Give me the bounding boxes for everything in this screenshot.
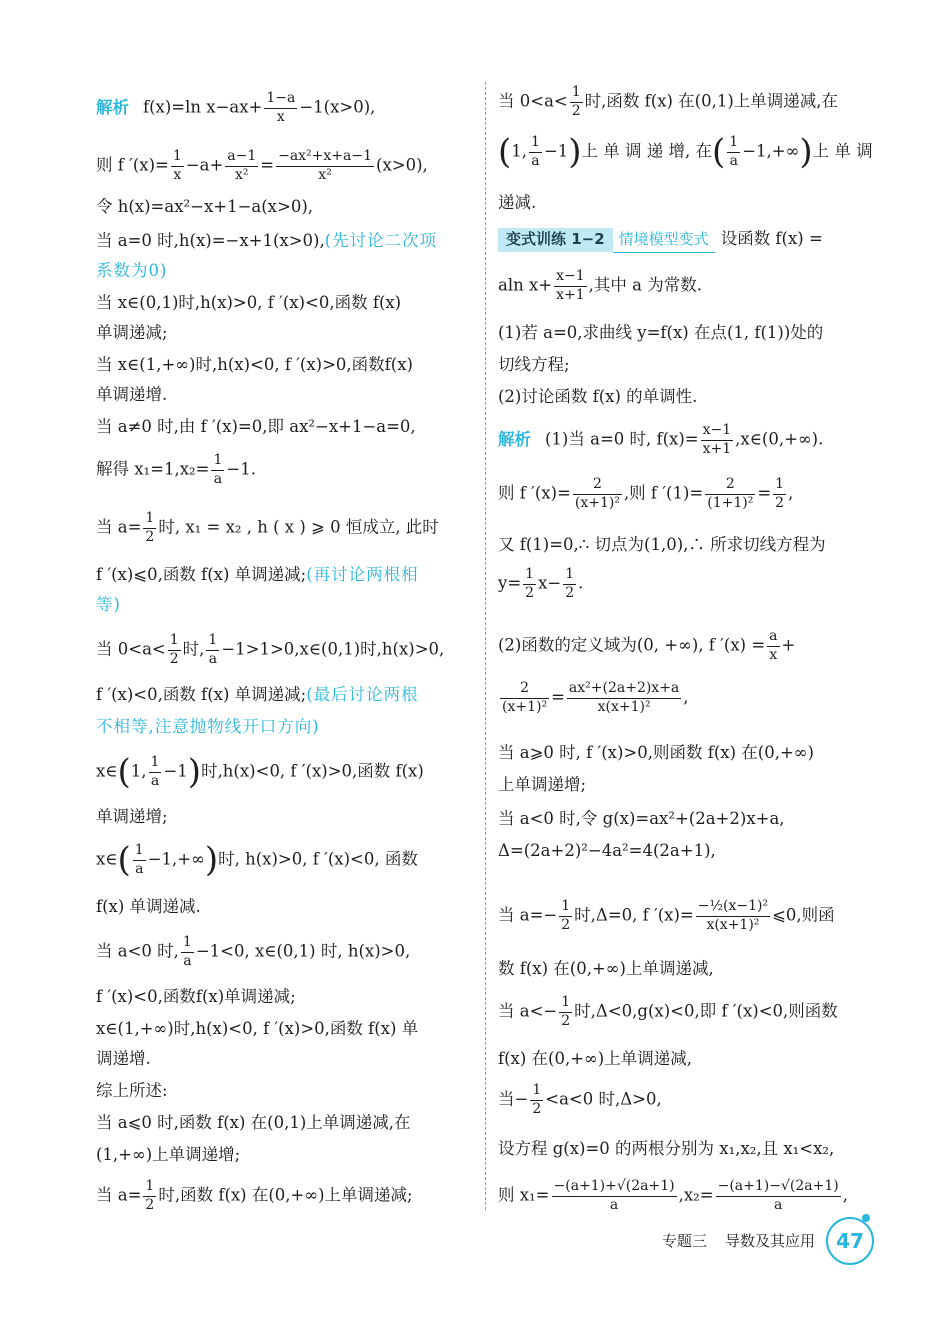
fraction: $\frac{1}{x}$ xyxy=(172,148,182,183)
line: 当 a<− $\frac{1}{2}$ 时,Δ<0,g(x)<0,即 f ′(x)<0,则函数 xyxy=(498,994,838,1029)
page-footer xyxy=(662,1230,815,1251)
line: 设方程 g(x)=0 的两根分别为 x₁,x₂,且 x₁<x₂, xyxy=(498,1139,835,1158)
chapter-title: 导数及其应用 xyxy=(725,1232,816,1250)
line: 当 0<a< $\frac{1}{2}$ 时,函数 f(x) 在(0,1)上单调递减,在 xyxy=(498,84,839,119)
line: 综上所述: xyxy=(96,1081,168,1100)
line: 则 f ′(x)= $\frac{2}{\text{(x+1)²}}$ ,则 f ′(1)= $\frac{2}{\text{(1+1)²}}$ = $\frac{1}{2}$ , xyxy=(498,476,794,511)
line: 又 f(1)=0,∴ 切点为(1,0),∴ 所求切线方程为 xyxy=(498,535,826,554)
fraction: $\frac{1}{2}$ xyxy=(169,632,179,667)
fraction: $\frac{\text{−½(x−1)²}}{\text{x(x+1)²}}$ xyxy=(697,898,769,933)
fraction: $\frac{x-1}{x+1}$ xyxy=(702,422,732,457)
fraction: $\frac{1}{2}$ xyxy=(561,994,571,1029)
annotation: (最后讨论两根 xyxy=(306,685,419,704)
fraction: $\frac{1}{a}$ xyxy=(208,632,218,667)
line: 当 x∈(1,+∞)时,h(x)<0, f ′(x)>0,函数f(x) xyxy=(96,355,413,374)
page-number: 47 xyxy=(826,1217,874,1265)
annotation: 系数为0) xyxy=(96,261,168,280)
line: 当 x∈(0,1)时,h(x)>0, f ′(x)<0,函数 f(x) xyxy=(96,293,402,312)
fraction: $\frac{\text{ax²+(2a+2)x+a}}{\text{x(x+1)²}}$ xyxy=(568,680,680,715)
line: f ′(x)⩽0,函数 f(x) 单调递减;(再讨论两根相 xyxy=(96,565,419,584)
line: 则 f ′(x)= $\frac{1}{x}$ −a+ $\frac{a-1}{\text{x²}}$ = $\frac{\text{−ax²+x+a−1}}{\text{x²}}$ (x>0), xyxy=(96,148,428,183)
line xyxy=(96,716,472,737)
fraction: $\frac{2}{\text{(x+1)²}}$ xyxy=(574,476,620,511)
line: 递减. xyxy=(498,193,537,212)
fraction: $\frac{1}{2}$ xyxy=(532,1082,542,1117)
line: 当 a=− $\frac{1}{2}$ 时,Δ=0, f ′(x)= $\frac{\text{−½(x−1)²}}{\text{x(x+1)²}}$ ⩽0,则函 xyxy=(498,898,835,933)
annotation: 不相等,注意抛物线开口方向) xyxy=(96,717,320,736)
fraction: $\frac{1}{2}$ xyxy=(145,510,155,545)
fraction: $\frac{2}{\text{(1+1)²}}$ xyxy=(707,476,754,511)
exercise-subtitle: 情境模型变式 xyxy=(613,228,715,253)
line: 当 a<0 时,令 g(x)=ax²+(2a+2)x+a, xyxy=(498,809,785,828)
line: 当 a=0 时,h(x)=−x+1(x>0),(先讨论二次项 xyxy=(96,231,438,250)
line: 当 a≠0 时,由 f ′(x)=0,即 ax²−x+1−a=0, xyxy=(96,417,416,436)
line: 当− $\frac{1}{2}$ <a<0 时,Δ>0, xyxy=(498,1082,662,1117)
fraction: $\frac{1}{a}$ xyxy=(150,754,160,789)
line: f(x) 单调递减. xyxy=(96,897,201,916)
line: 则 x₁= $\frac{-(a+1)+√(2a+1)}{a}$ ,x₂= $\frac{-(a+1)-√(2a+1)}{a}$ , xyxy=(498,1178,848,1213)
line: x∈(1, $\frac{1}{a}$ −1)时,h(x)<0, f ′(x)>0,函数 f(x) xyxy=(96,752,424,792)
annotation: (再讨论两根相 xyxy=(306,565,419,584)
fraction: $\frac{1}{2}$ xyxy=(145,1178,155,1213)
annotation: 等) xyxy=(96,595,121,614)
annotation: (先讨论二次项 xyxy=(324,231,438,250)
line: 当 a<0 时, $\frac{1}{a}$ −1<0, x∈(0,1) 时, h(x)>0, xyxy=(96,934,411,969)
fraction: $\frac{1}{2}$ xyxy=(571,84,581,119)
line: 单调递增. xyxy=(96,385,168,404)
fraction: $\frac{-(a+1)+√(2a+1)}{a}$ xyxy=(553,1178,675,1213)
line: Δ=(2a+2)²−4a²=4(2a+1), xyxy=(498,841,716,860)
line: 切线方程; xyxy=(498,355,570,374)
line: 单调递减; xyxy=(96,323,168,342)
line: 当 a⩾0 时, f ′(x)>0,则函数 f(x) 在(0,+∞) xyxy=(498,743,814,762)
line: (1, $\frac{1}{a}$ −1)上 单 调 递 增, 在( $\frac{1}{a}$ −1,+∞)上 单 调 xyxy=(498,132,873,172)
line: x∈(1,+∞)时,h(x)<0, f ′(x)>0,函数 f(x) 单 xyxy=(96,1019,419,1038)
column-divider xyxy=(485,82,486,1210)
line: (2)函数的定义域为(0, +∞), f ′(x) = $\frac{a}{x}$ + xyxy=(498,628,796,663)
fraction: $\frac{1}{a}$ xyxy=(729,134,739,169)
fraction: $\frac{1}{2}$ xyxy=(525,566,535,601)
line: 调递增. xyxy=(96,1049,151,1068)
fraction: $\frac{1}{a}$ xyxy=(134,842,144,877)
line: 上单调递增; xyxy=(498,775,587,794)
solution-tag: 解析 xyxy=(96,97,129,117)
line: (1,+∞)上单调递增; xyxy=(96,1145,241,1164)
fraction: $\frac{a}{x}$ xyxy=(769,628,778,663)
line: f ′(x)<0,函数 f(x) 单调递减;(最后讨论两根 xyxy=(96,685,419,704)
fraction: $\frac{1}{a}$ xyxy=(531,134,540,169)
chapter-label: 专题三 xyxy=(662,1232,708,1250)
line: 当 a= $\frac{1}{2}$ 时,函数 f(x) 在(0,+∞)上单调递减; xyxy=(96,1178,413,1213)
fraction: $\frac{1}{2}$ xyxy=(565,566,575,601)
line: $\frac{2}{\text{(x+1)²}}$ = $\frac{\text{ax²+(2a+2)x+a}}{\text{x(x+1)²}}$ , xyxy=(502,680,689,715)
fraction: $\frac{x-1}{x+1}$ xyxy=(556,268,585,303)
fraction: $\frac{a-1}{\text{x²}}$ xyxy=(227,148,257,183)
fraction: $\frac{-(a+1)-√(2a+1)}{a}$ xyxy=(717,1178,839,1213)
line: 数 f(x) 在(0,+∞)上单调递减, xyxy=(498,959,714,978)
line: 解析 (1)当 a=0 时, f(x)= $\frac{x-1}{x+1}$ ,x∈(0,+∞). xyxy=(498,422,824,457)
page-dot-decoration xyxy=(862,1214,870,1222)
fraction: $\frac{\text{−ax²+x+a−1}}{\text{x²}}$ xyxy=(278,148,373,183)
line: y= $\frac{1}{2}$ x− $\frac{1}{2}$ . xyxy=(498,566,584,601)
line: 当 a= $\frac{1}{2}$ 时, x₁ = x₂ , h ( x ) ⩾ 0 恒成立, 此时 xyxy=(96,510,439,545)
line: (1)若 a=0,求曲线 y=f(x) 在点(1, f(1))处的 xyxy=(498,323,824,342)
line: 解得 x₁=1,x₂= $\frac{1}{a}$ −1. xyxy=(96,452,256,487)
line: 令 h(x)=ax²−x+1−a(x>0), xyxy=(96,197,313,216)
line: f ′(x)<0,函数f(x)单调递减; xyxy=(96,987,296,1006)
line: 解析 f(x)=ln x−ax+ $\frac{1-a}{x}$ −1(x>0), xyxy=(96,90,376,125)
line: aln x+ $\frac{x-1}{x+1}$ ,其中 a 为常数. xyxy=(498,268,702,303)
line: f(x) 在(0,+∞)上单调递减, xyxy=(498,1049,692,1068)
fraction: $\frac{1-a}{x}$ xyxy=(266,90,296,125)
fraction: $\frac{1}{a}$ xyxy=(213,452,223,487)
fraction: $\frac{1}{2}$ xyxy=(775,476,785,511)
line: 单调递增; xyxy=(96,807,168,826)
line xyxy=(96,594,472,615)
line: 当 a⩽0 时,函数 f(x) 在(0,1)上单调递减,在 xyxy=(96,1113,411,1132)
solution-tag: 解析 xyxy=(498,429,531,449)
line: x∈( $\frac{1}{a}$ −1,+∞)时, h(x)>0, f ′(x)<0, 函数 xyxy=(96,840,418,880)
fraction: $\frac{2}{\text{(x+1)²}}$ xyxy=(502,680,548,715)
line: (2)讨论函数 f(x) 的单调性. xyxy=(498,387,698,406)
line: 当 0<a< $\frac{1}{2}$ 时, $\frac{1}{a}$ −1>1>0,x∈(0,1)时,h(x)>0, xyxy=(96,632,445,667)
fraction: $\frac{1}{2}$ xyxy=(561,898,571,933)
fraction: $\frac{1}{a}$ xyxy=(182,934,192,969)
line xyxy=(96,260,472,281)
line: 变式训练 1−2 情境模型变式 设函数 f(x) = xyxy=(498,228,876,253)
exercise-badge: 变式训练 1−2 xyxy=(498,228,613,252)
